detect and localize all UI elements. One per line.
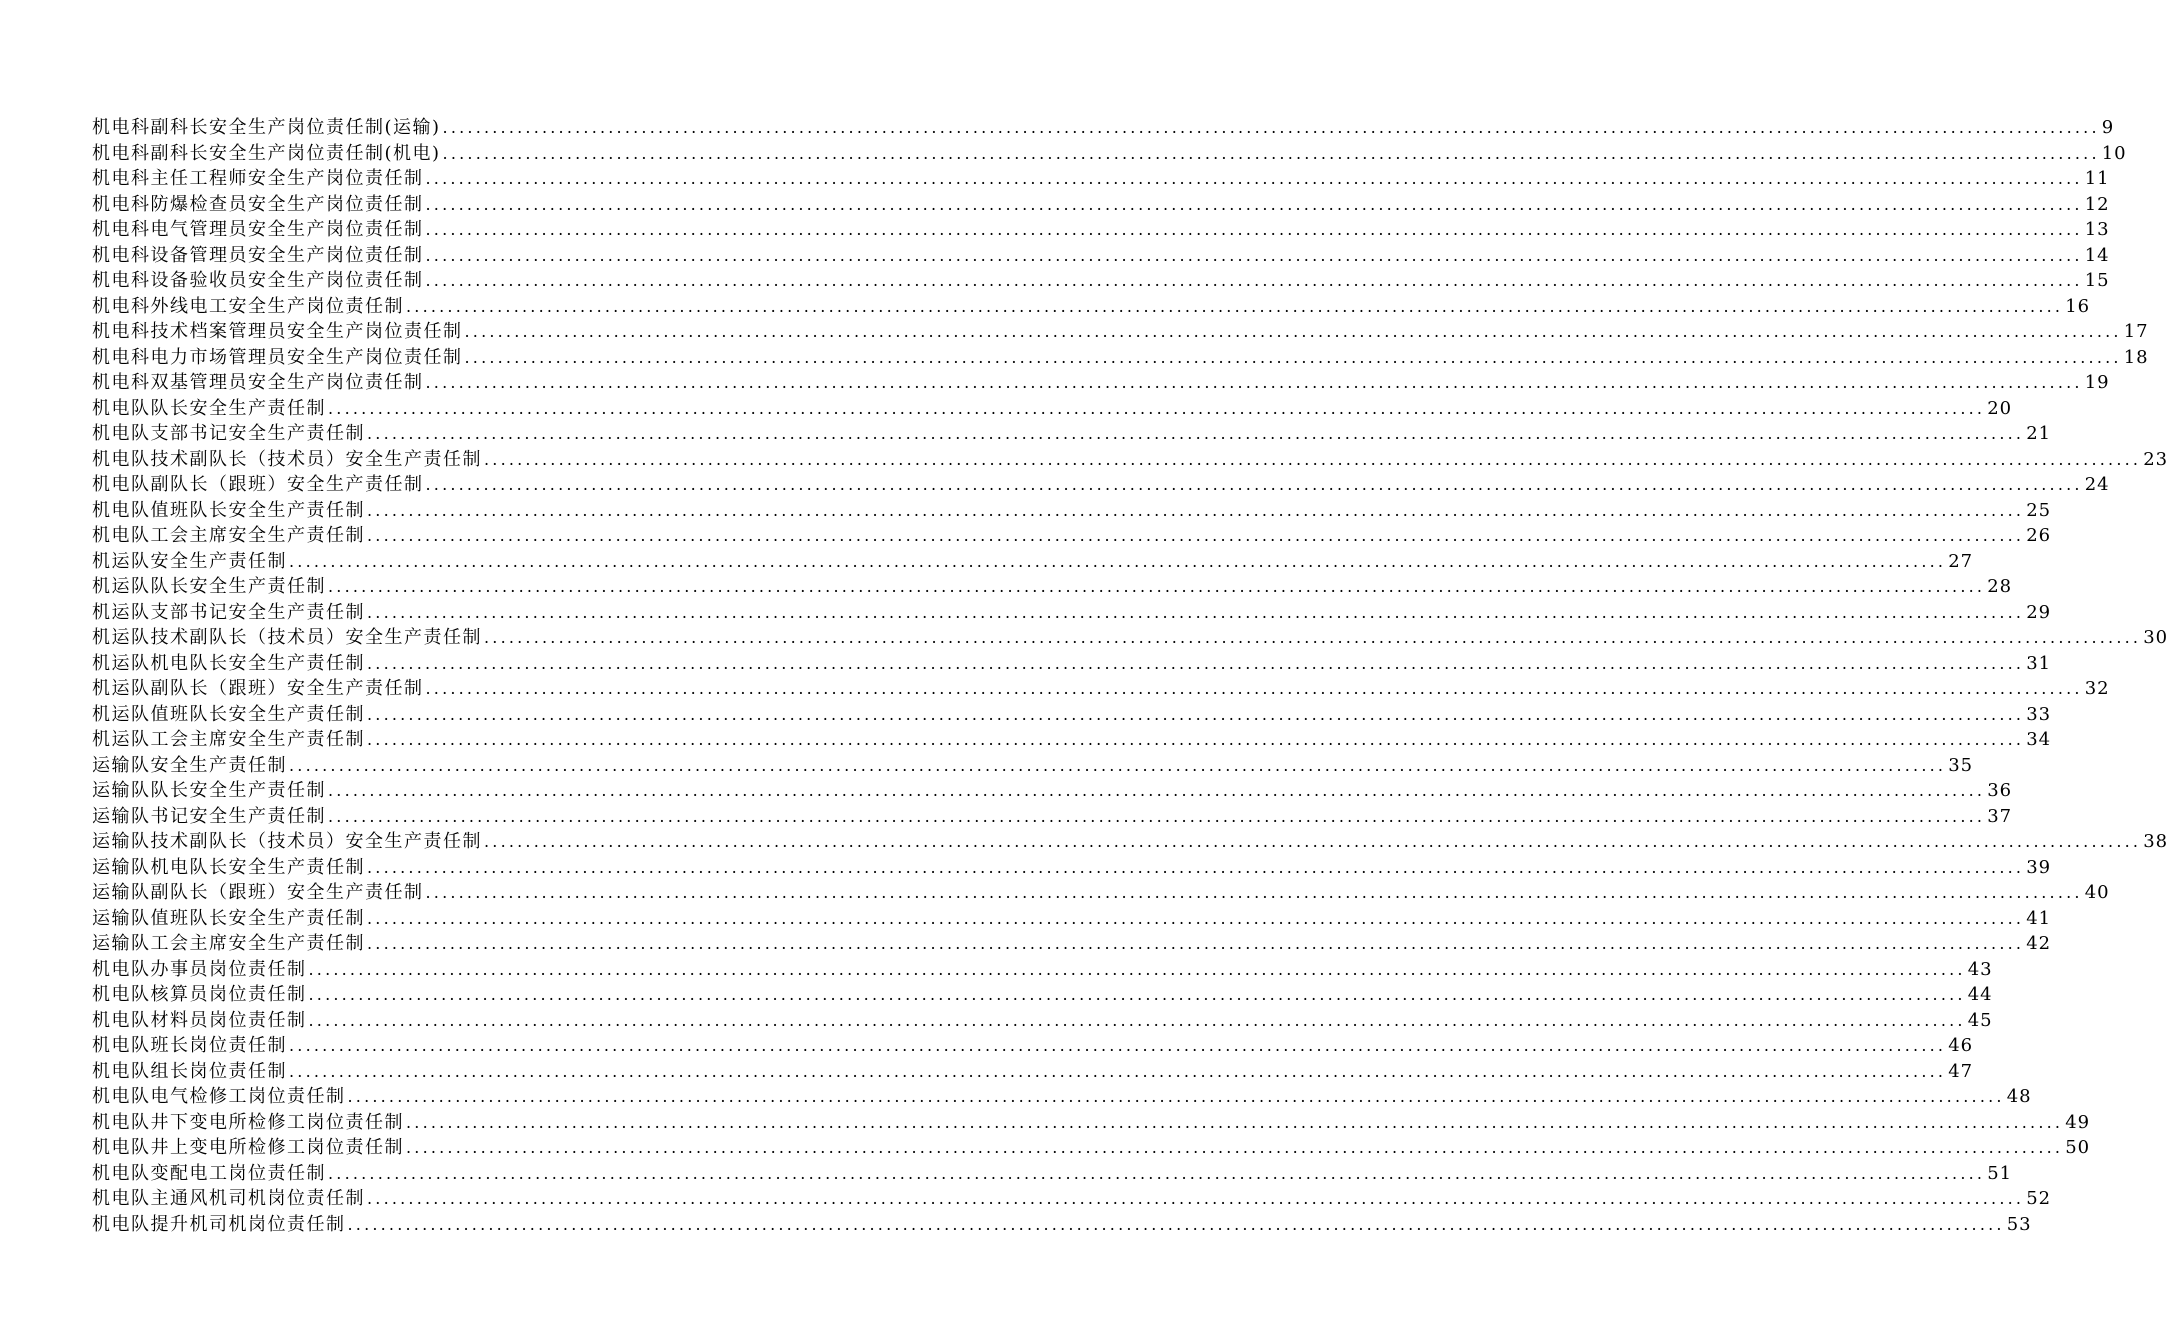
- toc-entry-title: 运输队技术副队长（技术员）安全生产责任制: [92, 831, 482, 852]
- toc-entry-title: 机电队技术副队长（技术员）安全生产责任制: [92, 448, 482, 470]
- toc-entry[interactable]: [92, 1033, 1974, 1059]
- toc-entry[interactable]: [92, 957, 1993, 983]
- toc-entry-title: 机运队值班队长安全生产责任制: [92, 703, 365, 725]
- toc-entry-page-number: 47: [1948, 1060, 1974, 1082]
- toc-entry-title: 运输队队长安全生产责任制: [92, 780, 326, 801]
- toc-dot-leader: ........................................................................................................................................................................................................: [328, 1163, 1986, 1183]
- toc-dot-leader: ........................................................................................................................................................................................................: [425, 194, 2083, 214]
- toc-dot-leader: ........................................................................................................................................................................................................: [425, 679, 2083, 698]
- toc-entry-page-number: 31: [2026, 652, 2052, 674]
- toc-entry-page-number: 21: [2026, 423, 2052, 444]
- toc-dot-leader: ........................................................................................................................................................................................................: [484, 628, 2142, 647]
- toc-entry-page-number: 20: [1987, 397, 2013, 419]
- toc-dot-leader: ........................................................................................................................................................................................................: [367, 908, 2025, 928]
- toc-entry[interactable]: [92, 498, 2052, 524]
- toc-entry-title: 机运队工会主席安全生产责任制: [92, 729, 365, 750]
- toc-dot-leader: ........................................................................................................................................................................................................: [289, 1061, 1947, 1081]
- toc-dot-leader: ........................................................................................................................................................................................................: [289, 551, 1947, 571]
- toc-entry[interactable]: [92, 753, 1974, 779]
- toc-dot-leader: ........................................................................................................................................................................................................: [367, 1189, 2025, 1208]
- toc-entry-title: 机运队副队长（跟班）安全生产责任制: [92, 678, 424, 699]
- toc-entry[interactable]: [92, 243, 2110, 269]
- toc-entry-title: 机电队班长岗位责任制: [92, 1035, 287, 1056]
- toc-entry-page-number: 46: [1948, 1035, 1974, 1056]
- toc-entry-page-number: 42: [2026, 933, 2052, 954]
- toc-entry[interactable]: [92, 268, 2110, 294]
- toc-dot-leader: ........................................................................................................................................................................................................: [406, 1138, 2064, 1157]
- toc-dot-leader: ........................................................................................................................................................................................................: [367, 730, 2025, 749]
- toc-entry-page-number: 53: [2006, 1213, 2032, 1235]
- toc-entry-title: 机电科防爆检查员安全生产岗位责任制: [92, 193, 424, 215]
- toc-dot-leader: ........................................................................................................................................................................................................: [406, 1112, 2064, 1132]
- toc-entry-title: 机电科双基管理员安全生产岗位责任制: [92, 372, 424, 393]
- toc-dot-leader: ........................................................................................................................................................................................................: [425, 245, 2083, 265]
- toc-dot-leader: ........................................................................................................................................................................................................: [328, 577, 1986, 596]
- toc-entry-page-number: 23: [2143, 448, 2168, 470]
- toc-entry-title: 机电队副队长（跟班）安全生产责任制: [92, 474, 424, 495]
- toc-entry-page-number: 51: [1987, 1162, 2013, 1184]
- toc-dot-leader: ........................................................................................................................................................................................................: [367, 857, 2025, 877]
- toc-entry-page-number: 17: [2123, 321, 2149, 342]
- toc-entry[interactable]: [92, 727, 2052, 753]
- toc-dot-leader: ........................................................................................................................................................................................................: [425, 883, 2083, 902]
- toc-entry[interactable]: [92, 472, 2110, 498]
- toc-entry-title: 机电队电气检修工岗位责任制: [92, 1086, 346, 1107]
- toc-entry-page-number: 18: [2123, 346, 2149, 368]
- toc-entry-title: 机运队支部书记安全生产责任制: [92, 601, 365, 623]
- toc-dot-leader: ........................................................................................................................................................................................................: [328, 398, 1986, 418]
- toc-entry-page-number: 39: [2026, 856, 2052, 878]
- toc-entry-title: 运输队值班队长安全生产责任制: [92, 907, 365, 929]
- toc-dot-leader: ........................................................................................................................................................................................................: [308, 1010, 1966, 1030]
- toc-entry-title: 机电队工会主席安全生产责任制: [92, 525, 365, 546]
- toc-entry-title: 机电科副科长安全生产岗位责任制(机电): [92, 142, 441, 164]
- toc-entry[interactable]: [92, 1110, 2091, 1136]
- toc-entry-page-number: 16: [2065, 295, 2091, 317]
- toc-dot-leader: ........................................................................................................................................................................................................: [367, 704, 2025, 724]
- toc-entry[interactable]: [92, 396, 2013, 422]
- toc-entry-title: 机电队支部书记安全生产责任制: [92, 423, 365, 444]
- toc-entry-title: 机电科外线电工安全生产岗位责任制: [92, 295, 404, 317]
- toc-entry-title: 机电队值班队长安全生产责任制: [92, 499, 365, 521]
- toc-entry-page-number: 24: [2084, 474, 2110, 495]
- toc-entry-title: 机电队核算员岗位责任制: [92, 984, 307, 1005]
- toc-entry-title: 机电科技术档案管理员安全生产岗位责任制: [92, 321, 463, 342]
- toc-entry-title: 机电队材料员岗位责任制: [92, 1009, 307, 1031]
- toc-dot-leader: ........................................................................................................................................................................................................: [308, 985, 1966, 1004]
- toc-entry-title: 机电队井上变电所检修工岗位责任制: [92, 1137, 404, 1158]
- toc-dot-leader: ........................................................................................................................................................................................................: [367, 500, 2025, 520]
- toc-entry[interactable]: [92, 880, 2110, 906]
- toc-dot-leader: ........................................................................................................................................................................................................: [442, 143, 2100, 163]
- toc-entry-page-number: 19: [2084, 372, 2110, 393]
- toc-dot-leader: ........................................................................................................................................................................................................: [367, 934, 2025, 953]
- toc-entry-title: 机电队队长安全生产责任制: [92, 397, 326, 419]
- toc-entry[interactable]: [92, 1059, 1974, 1085]
- toc-entry-title: 机电科设备验收员安全生产岗位责任制: [92, 270, 424, 291]
- toc-entry-page-number: 28: [1987, 576, 2013, 597]
- toc-dot-leader: ........................................................................................................................................................................................................: [484, 832, 2142, 851]
- toc-entry[interactable]: [92, 906, 2052, 932]
- toc-entry-page-number: 34: [2026, 729, 2052, 750]
- toc-entry-title: 运输队书记安全生产责任制: [92, 805, 326, 827]
- toc-entry[interactable]: [92, 1084, 2032, 1110]
- toc-dot-leader: ........................................................................................................................................................................................................: [425, 220, 2083, 239]
- toc-dot-leader: ........................................................................................................................................................................................................: [367, 526, 2025, 545]
- toc-entry-title: 机运队安全生产责任制: [92, 550, 287, 572]
- toc-entry[interactable]: [92, 217, 2110, 243]
- toc-entry[interactable]: [92, 702, 2052, 728]
- toc-dot-leader: ........................................................................................................................................................................................................: [464, 347, 2122, 367]
- toc-dot-leader: ........................................................................................................................................................................................................: [367, 424, 2025, 443]
- toc-entry-title: 机电队办事员岗位责任制: [92, 958, 307, 980]
- toc-entry-page-number: 12: [2084, 193, 2110, 215]
- toc-dot-leader: ........................................................................................................................................................................................................: [484, 449, 2142, 469]
- toc-dot-leader: ........................................................................................................................................................................................................: [367, 602, 2025, 622]
- toc-dot-leader: ........................................................................................................................................................................................................: [289, 1036, 1947, 1055]
- toc-entry[interactable]: [92, 778, 2013, 804]
- toc-entry-page-number: 11: [2084, 168, 2110, 189]
- toc-entry-title: 机运队技术副队长（技术员）安全生产责任制: [92, 627, 482, 648]
- toc-entry[interactable]: [92, 370, 2110, 396]
- toc-dot-leader: ........................................................................................................................................................................................................: [464, 322, 2122, 341]
- toc-entry-page-number: 10: [2101, 142, 2127, 164]
- toc-dot-leader: ........................................................................................................................................................................................................: [347, 1214, 2005, 1234]
- toc-entry-page-number: 43: [1967, 958, 1993, 980]
- toc-entry[interactable]: [92, 166, 2110, 192]
- toc-dot-leader: ........................................................................................................................................................................................................: [425, 271, 2083, 290]
- toc-dot-leader: ........................................................................................................................................................................................................: [308, 959, 1966, 979]
- toc-entry[interactable]: [92, 447, 2168, 473]
- toc-entry-title: 机运队机电队长安全生产责任制: [92, 652, 365, 674]
- toc-entry-page-number: 14: [2084, 244, 2110, 266]
- toc-dot-leader: ........................................................................................................................................................................................................: [367, 653, 2025, 673]
- toc-entry[interactable]: [92, 1186, 2052, 1212]
- toc-entry[interactable]: [92, 600, 2052, 626]
- toc-entry-page-number: 52: [2026, 1188, 2052, 1209]
- toc-entry-title: 机电队提升机司机岗位责任制: [92, 1213, 346, 1235]
- toc-entry-page-number: 33: [2026, 703, 2052, 725]
- toc-dot-leader: ........................................................................................................................................................................................................: [406, 296, 2064, 316]
- toc-entry-page-number: 29: [2026, 601, 2052, 623]
- toc-entry[interactable]: [92, 804, 2013, 830]
- toc-entry[interactable]: [92, 651, 2052, 677]
- toc-entry[interactable]: [92, 676, 2110, 702]
- toc-entry[interactable]: [92, 625, 2168, 651]
- toc-entry-title: 机电科电气管理员安全生产岗位责任制: [92, 219, 424, 240]
- toc-entry-page-number: 38: [2143, 831, 2168, 852]
- toc-entry-title: 机电科副科长安全生产岗位责任制(运输): [92, 117, 441, 138]
- toc-entry[interactable]: [92, 982, 1993, 1008]
- toc-entry[interactable]: [92, 294, 2091, 320]
- toc-entry-page-number: 41: [2026, 907, 2052, 929]
- toc-entry[interactable]: [92, 855, 2052, 881]
- toc-entry-page-number: 35: [1948, 754, 1974, 776]
- toc-entry[interactable]: [92, 1212, 2032, 1238]
- toc-entry-title: 机电队变配电工岗位责任制: [92, 1162, 326, 1184]
- toc-entry-title: 机电队组长岗位责任制: [92, 1060, 287, 1082]
- toc-dot-leader: ........................................................................................................................................................................................................: [328, 781, 1986, 800]
- toc-entry-page-number: 32: [2084, 678, 2110, 699]
- toc-entry-page-number: 50: [2065, 1137, 2091, 1158]
- toc-entry-title: 机电队主通风机司机岗位责任制: [92, 1188, 365, 1209]
- toc-entry-title: 运输队副队长（跟班）安全生产责任制: [92, 882, 424, 903]
- toc-entry-page-number: 48: [2006, 1086, 2032, 1107]
- toc-entry-title: 机电科电力市场管理员安全生产岗位责任制: [92, 346, 463, 368]
- toc-entry-title: 运输队安全生产责任制: [92, 754, 287, 776]
- toc-entry-title: 机电队井下变电所检修工岗位责任制: [92, 1111, 404, 1133]
- toc-entry[interactable]: [92, 574, 2013, 600]
- toc-entry[interactable]: [92, 523, 2052, 549]
- toc-entry[interactable]: [92, 141, 2127, 167]
- toc-entry-title: 机电科主任工程师安全生产岗位责任制: [92, 168, 424, 189]
- toc-entry-page-number: 45: [1967, 1009, 1993, 1031]
- toc-entry-title: 机电科设备管理员安全生产岗位责任制: [92, 244, 424, 266]
- toc-entry-page-number: 40: [2084, 882, 2110, 903]
- toc-entry[interactable]: [92, 421, 2052, 447]
- toc-entry-title: 运输队工会主席安全生产责任制: [92, 933, 365, 954]
- toc-entry[interactable]: [92, 931, 2052, 957]
- toc-entry-title: 运输队机电队长安全生产责任制: [92, 856, 365, 878]
- toc-entry[interactable]: [92, 192, 2110, 218]
- toc-entry[interactable]: [92, 1135, 2091, 1161]
- toc-entry-page-number: 25: [2026, 499, 2052, 521]
- toc-entry[interactable]: [92, 549, 1974, 575]
- toc-entry[interactable]: [92, 115, 2115, 141]
- toc-entry[interactable]: [92, 1008, 1993, 1034]
- toc-entry-page-number: 9: [2101, 117, 2115, 138]
- toc-dot-leader: ........................................................................................................................................................................................................: [425, 169, 2083, 188]
- toc-entry[interactable]: [92, 345, 2149, 371]
- toc-entry-page-number: 15: [2084, 270, 2110, 291]
- toc-dot-leader: ........................................................................................................................................................................................................: [425, 475, 2083, 494]
- toc-entry-page-number: 13: [2084, 219, 2110, 240]
- toc-entry[interactable]: [92, 1161, 2013, 1187]
- toc-entry-page-number: 30: [2143, 627, 2168, 648]
- toc-entry-page-number: 36: [1987, 780, 2013, 801]
- toc-dot-leader: ........................................................................................................................................................................................................: [347, 1087, 2005, 1106]
- toc-dot-leader: ........................................................................................................................................................................................................: [289, 755, 1947, 775]
- toc-dot-leader: ........................................................................................................................................................................................................: [425, 373, 2083, 392]
- toc-entry[interactable]: [92, 829, 2168, 855]
- toc-entry-page-number: 26: [2026, 525, 2052, 546]
- table-of-contents: [92, 115, 2168, 1237]
- toc-entry-page-number: 49: [2065, 1111, 2091, 1133]
- toc-entry-title: 机运队队长安全生产责任制: [92, 576, 326, 597]
- toc-entry-page-number: 44: [1967, 984, 1993, 1005]
- toc-entry-page-number: 27: [1948, 550, 1974, 572]
- toc-entry-page-number: 37: [1987, 805, 2013, 827]
- toc-dot-leader: ........................................................................................................................................................................................................: [328, 806, 1986, 826]
- toc-dot-leader: ........................................................................................................................................................................................................: [442, 118, 2100, 137]
- toc-entry[interactable]: [92, 319, 2149, 345]
